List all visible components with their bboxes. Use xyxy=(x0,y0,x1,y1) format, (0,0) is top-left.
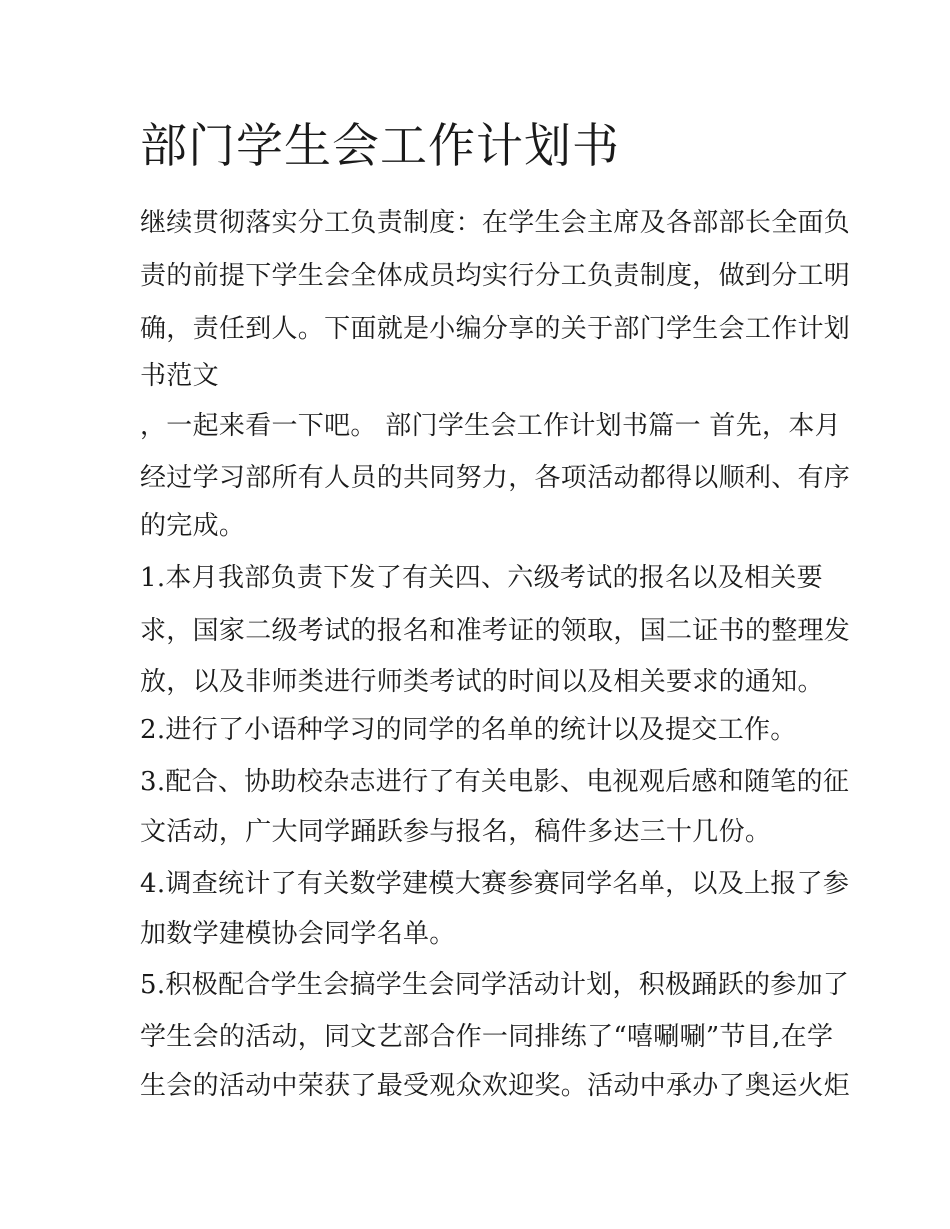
body-line: 生会的活动中荣获了最受观众欢迎奖。活动中承办了奥运火炬 xyxy=(140,1071,851,1101)
body-line: 1.本月我部负责下发了有关四、六级考试的报名以及相关要 xyxy=(140,563,823,593)
body-line: 4.调查统计了有关数学建模大赛参赛同学名单，以及上报了参 xyxy=(140,869,850,899)
body-line: 文活动，广大同学踊跃参与报名，稿件多达三十几份。 xyxy=(140,817,772,847)
body-line: 求，国家二级考试的报名和准考证的领取，国二证书的整理发 xyxy=(140,616,851,646)
body-line: 2.进行了小语种学习的同学的名单的统计以及提交工作。 xyxy=(140,715,797,745)
body-line: 责的前提下学生会全体成员均实行分工负责制度，做到分工明 xyxy=(140,261,851,291)
body-line: 经过学习部所有人员的共同努力，各项活动都得以顺利、有序 xyxy=(140,463,851,493)
body-line: 继续贯彻落实分工负责制度：在学生会主席及各部部长全面负 xyxy=(140,208,851,238)
body-line: 学生会的活动，同文艺部合作一同排练了“嘻唰唰”节目,在学 xyxy=(140,1022,834,1052)
body-line: 加数学建模协会同学名单。 xyxy=(140,919,456,949)
body-line: ，一起来看一下吧。 部门学生会工作计划书篇一 首先，本月 xyxy=(140,411,841,441)
body-line: 书范文 xyxy=(140,361,219,391)
document-title: 部门学生会工作计划书 xyxy=(140,119,620,174)
body-line: 5.积极配合学生会搞学生会同学活动计划，积极踊跃的参加了 xyxy=(140,970,850,1000)
body-line: 放，以及非师类进行师类考试的时间以及相关要求的通知。 xyxy=(140,667,824,697)
body-line: 确，责任到人。下面就是小编分享的关于部门学生会工作计划 xyxy=(140,314,851,344)
body-line: 3.配合、协助校杂志进行了有关电影、电视观后感和随笔的征 xyxy=(140,767,850,797)
body-line: 的完成。 xyxy=(140,511,246,541)
